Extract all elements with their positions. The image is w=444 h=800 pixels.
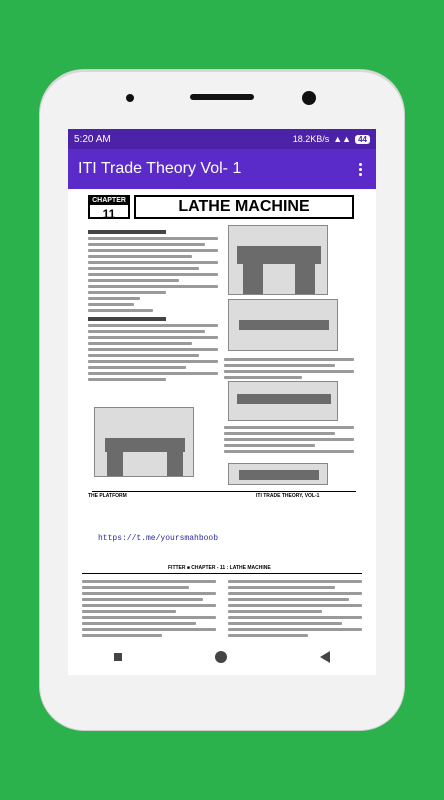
navigation-bar — [68, 639, 376, 675]
page-footer-rule — [92, 491, 356, 492]
proximity-sensor — [126, 94, 134, 102]
lathe-parts-diagram — [228, 299, 338, 351]
footer-right: ITI TRADE THEORY, VOL-1 — [256, 493, 320, 499]
status-time: 5:20 AM — [74, 133, 111, 145]
chapter-title: LATHE MACHINE — [134, 195, 354, 219]
status-bar — [68, 129, 376, 149]
tailstock-photo — [228, 463, 328, 485]
screen — [68, 129, 376, 675]
page2-header: FITTER ■ CHAPTER - 11 : LATHE MACHINE — [168, 565, 271, 571]
page2-right-text — [228, 577, 362, 640]
right-column-text-2 — [224, 423, 354, 456]
nav-home-icon[interactable] — [215, 651, 227, 663]
right-column-text — [224, 355, 354, 382]
nav-back-icon[interactable] — [320, 651, 330, 663]
page2-left-text — [82, 577, 216, 640]
app-title: ITI Trade Theory Vol- 1 — [78, 160, 242, 177]
telegram-link[interactable]: https://t.me/yoursmahboob — [98, 534, 219, 543]
chapter-box — [88, 195, 130, 219]
earpiece — [190, 94, 254, 100]
left-column-text — [88, 225, 218, 384]
network-speed: 18.2KB/s — [292, 134, 330, 144]
page2-rule — [82, 573, 362, 574]
lathe-photo — [228, 225, 328, 295]
nav-recents-icon[interactable] — [114, 653, 122, 661]
document-page-1 — [78, 195, 366, 499]
front-camera — [302, 91, 316, 105]
chapter-label: CHAPTER — [90, 197, 128, 205]
more-vert-icon[interactable] — [354, 163, 366, 176]
app-bar — [68, 149, 376, 189]
battery-icon: 44 — [355, 135, 370, 144]
lathe-bed-diagram — [228, 381, 338, 421]
chapter-number: 11 — [102, 207, 116, 221]
footer-left: THE PLATFORM — [88, 493, 127, 499]
document-viewer[interactable] — [68, 189, 376, 639]
signal-icon: ▲▲ — [333, 134, 352, 144]
lathe-diagram — [94, 407, 194, 477]
